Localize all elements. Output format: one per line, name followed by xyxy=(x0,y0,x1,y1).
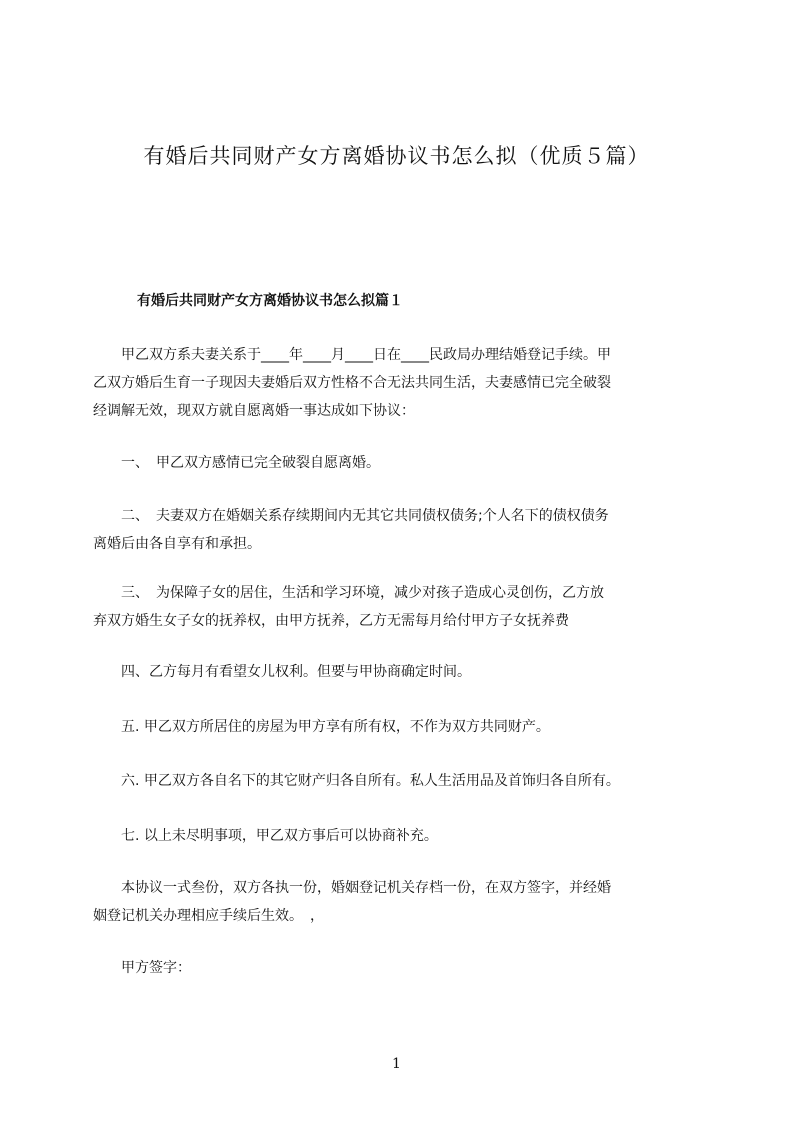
paragraph-line: 六. 甲乙双方各自名下的其它财产归各自所有。私人生活用品及首饰归各自所有。 xyxy=(93,773,620,789)
paragraph-intro xyxy=(93,341,705,425)
paragraph-line: 经调解无效，现双方就自愿离婚一事达成如下协议： xyxy=(93,403,415,419)
paragraph-line: 三、 为保障子女的居住，生活和学习环境，减少对孩子造成心灵创伤，乙方放 xyxy=(93,585,604,601)
paragraph-line: 弃双方婚生女子女的抚养权，由甲方抚养，乙方无需每月给付甲方子女抚养费 xyxy=(93,613,569,629)
paragraph-line: 甲方签字： xyxy=(93,960,191,976)
paragraph-line: 本协议一式叁份，双方各执一份，婚姻登记机关存档一份，在双方签字，并经婚 xyxy=(93,880,611,896)
paragraph-line: 甲乙双方系夫妻关系于____年____月____日在____民政局办理结婚登记手续。甲 xyxy=(93,347,611,363)
clause-6 xyxy=(93,767,705,795)
paragraph-line: 姻登记机关办理相应手续后生效。 ， xyxy=(93,908,324,924)
paragraph-line: 乙双方婚后生育一子现因夫妻婚后双方性格不合无法共同生活，夫妻感情已完全破裂 xyxy=(93,375,611,391)
clause-1 xyxy=(93,449,705,477)
clause-3 xyxy=(93,579,705,635)
document-title: 有婚后共同财产女方离婚协议书怎么拟（优质５篇） xyxy=(143,144,650,168)
paragraph-line: 五. 甲乙双方所居住的房屋为甲方享有所有权，不作为双方共同财产。 xyxy=(93,719,550,735)
clause-2 xyxy=(93,502,705,558)
agreement-copies xyxy=(93,874,705,930)
clause-4 xyxy=(93,658,705,686)
paragraph-line: 四、乙方每月有看望女儿权利。但要与甲协商确定时间。 xyxy=(93,664,471,680)
paragraph-line: 离婚后由各自享有和承担。 xyxy=(93,536,261,552)
clause-5 xyxy=(93,713,705,741)
page-number: 1 xyxy=(392,1056,401,1072)
paragraph-line: 七. 以上未尽明事项，甲乙双方事后可以协商补充。 xyxy=(93,828,438,844)
paragraph-line: 一、 甲乙双方感情已完全破裂自愿离婚。 xyxy=(93,455,380,471)
clause-7 xyxy=(93,822,705,850)
paragraph-line: 二、 夫妻双方在婚姻关系存续期间内无其它共同债权债务;个人名下的债权债务 xyxy=(93,508,609,524)
section-heading: 有婚后共同财产女方离婚协议书怎么拟篇１ xyxy=(137,293,403,309)
party-a-signature xyxy=(93,954,705,982)
